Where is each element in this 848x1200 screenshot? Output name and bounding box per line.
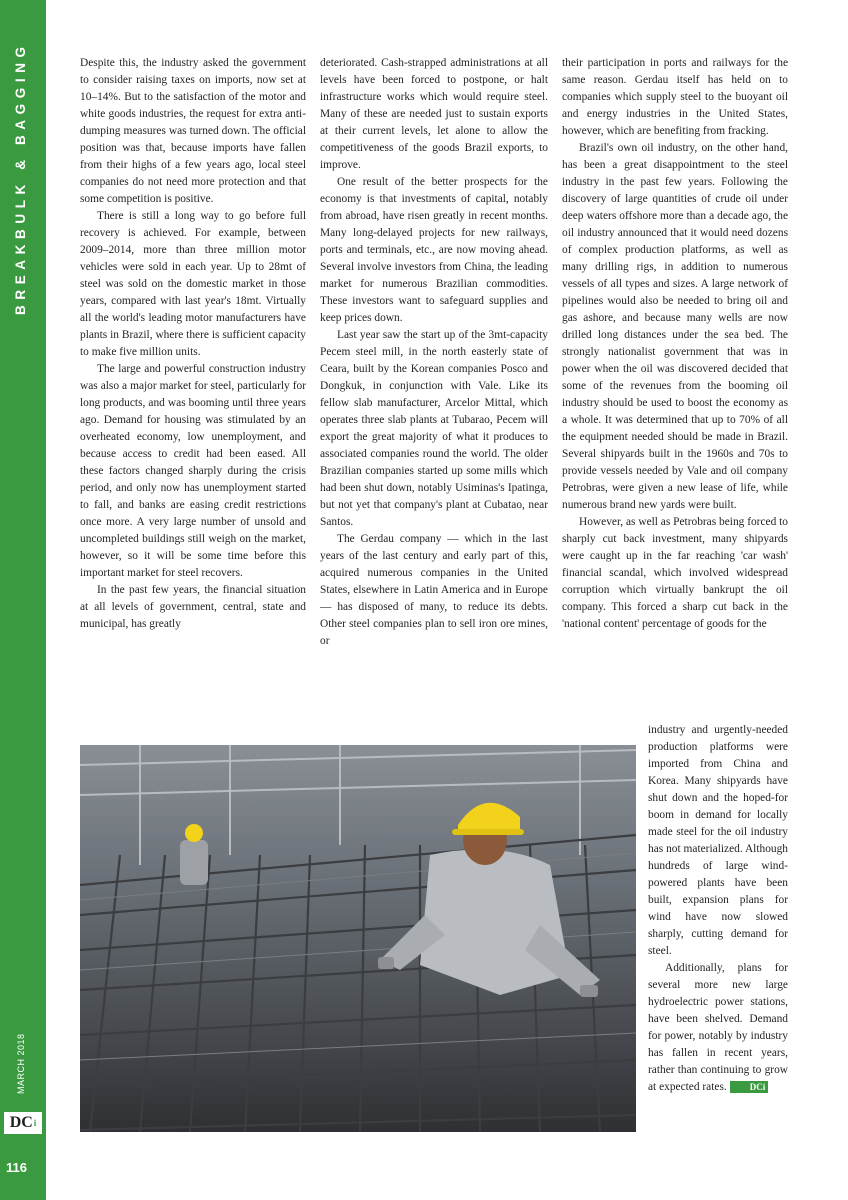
paragraph: Despite this, the industry asked the government to consider raising taxes on imports, now set at 10–14%. But to the satisfaction of the motor and white goods industries, the request for extra anti-dumping measures was turned down. The official position was that, because imports have fallen from their highs of a few years ago, local steel companies do not need more protection and that some competition is positive. — [80, 57, 306, 205]
paragraph: There is still a long way to go before full recovery is achieved. For example, between 2009–2014, more than three million motor vehicles were sold in each year. Up to 28mt of steel was sold on the domestic market in those years, compared with last year's 18mt. Virtually all the world's leading motor manufacturers have plants in Brazil, where there is sufficient capacity to make five million units. — [80, 210, 306, 358]
paragraph: One result of the better prospects for the economy is that investments of capital, notably from abroad, have risen greatly in recent months. Many long-delayed projects for new railways, ports and terminals, etc., are now moving ahead. Several involve investors from China, the leading market for numerous Brazilian commodities. These investors want to safeguard supplies and keep prices down. — [320, 176, 548, 324]
article-column-3-wrap — [648, 722, 788, 1096]
end-mark: DCi — [730, 1081, 769, 1093]
article-photo — [80, 745, 636, 1132]
rebar-workers-photo — [80, 745, 636, 1132]
paragraph — [648, 960, 788, 1096]
publication-logo — [4, 1112, 42, 1134]
paragraph: The Gerdau company — which in the last years of the last century and early part of this, acquired numerous companies in the United States, elsewhere in Latin America and in Europe — has disposed of many, to reduce its debts. Other steel companies plan to sell iron ore mines, or — [320, 533, 548, 647]
paragraph: their participation in ports and railways for the same reason. Gerdau itself has held on to companies which supply steel to the buoyant oil and energy industries in the United States, however, which are benefiting from fracking. — [562, 57, 788, 137]
article-column-3 — [562, 55, 788, 633]
paragraph: The large and powerful construction industry was also a major market for steel, particularly for long products, and was booming until three years ago. Demand for housing was stimulated by an overheated economy, low unemployment, and because access to credit had been eased. All these factors changed sharply during the crisis period, and only now has unemployment started to fall, and banks are easing credit restrictions once more. A very large number of unsold and uncompleted buildings still weigh on the market, however, so it will be some time before this important market for steel recovers. — [80, 363, 306, 579]
article-column-1 — [80, 55, 306, 633]
paragraph: deteriorated. Cash-strapped administrations at all levels have been forced to postpone, or halt infrastructure works which would require steel. Many of these are needed just to sustain exports at their current levels, let alone to allow the competitiveness of the goods Brazil exports, to improve. — [320, 57, 548, 171]
issue-date: MARCH 2018 — [16, 1033, 26, 1094]
logo-sup: i — [33, 1118, 37, 1128]
paragraph: industry and urgently-needed production platforms were imported from China and Korea. Many shipyards have shut down and the hoped-for boom in demand for locally made steel for the oil industry has not materialized. Although hundreds of large wind-powered plants have been built, expansion plans for wind have now slowed sharply, cutting demand for steel. — [648, 724, 788, 957]
article-column-2 — [320, 55, 548, 650]
page-number: 116 — [6, 1160, 27, 1175]
paragraph: However, as well as Petrobras being forced to sharply cut back investment, many shipyards were caught up in the far reaching 'car wash' financial scandal, which involved widespread corruption which virtually bankrupt the oil company. This forced a sharp cut back in the 'national content' percentage of goods for the — [562, 516, 788, 630]
paragraph-text: Additionally, plans for several more new large hydroelectric power stations, have been shelved. Demand for power, notably by industry has fallen in recent years, rather than continuing to grow at expected rates. — [648, 962, 788, 1093]
paragraph: Brazil's own oil industry, on the other hand, has been a great disappointment to the steel industry in the past few years. Following the discovery of large quantities of crude oil under deep waters offshore more than a decade ago, the oil industry announced that it would need dozens of complex production platforms, as well as many drilling rigs, in addition to numerous vessels of all types and sizes. A large network of pipelines would also be needed to bring oil and gas ashore, and because many wells are now drilled long distances under the sea bed. The strongly nationalist government that was in power when the oil was discovered decided that some of the revenues from the booming oil industry should be used to boost the economy as a whole. It was determined that up to 70% of all the equipment needed should be made in Brazil. Several shipyards built in the 1960s and 70s to provide vessels needed by Vale and oil company Petrobras, were given a new lease of life, while numerous brand new yards were built. — [562, 142, 788, 511]
logo-text: DC — [9, 1114, 33, 1131]
paragraph: In the past few years, the financial situation at all levels of government, central, state and municipal, has greatly — [80, 584, 306, 630]
section-label: BREAKBULK & BAGGING — [13, 41, 28, 315]
sidebar — [0, 0, 46, 1200]
paragraph: Last year saw the start up of the 3mt-capacity Pecem steel mill, in the north easterly state of Ceara, built by the Korean companies Posco and Dongkuk, in conjunction with Vale. Like its fellow slab manufacturer, Arcelor Mittal, which operates three slab plants at Tubarao, Pecem will export the great majority of what it produces to associated companies round the world. The older Brazilian companies started up some mills which had been shut down, notably Usiminas's Ipatinga, but not yet that company's plant at Cubatao, near Santos. — [320, 329, 548, 528]
